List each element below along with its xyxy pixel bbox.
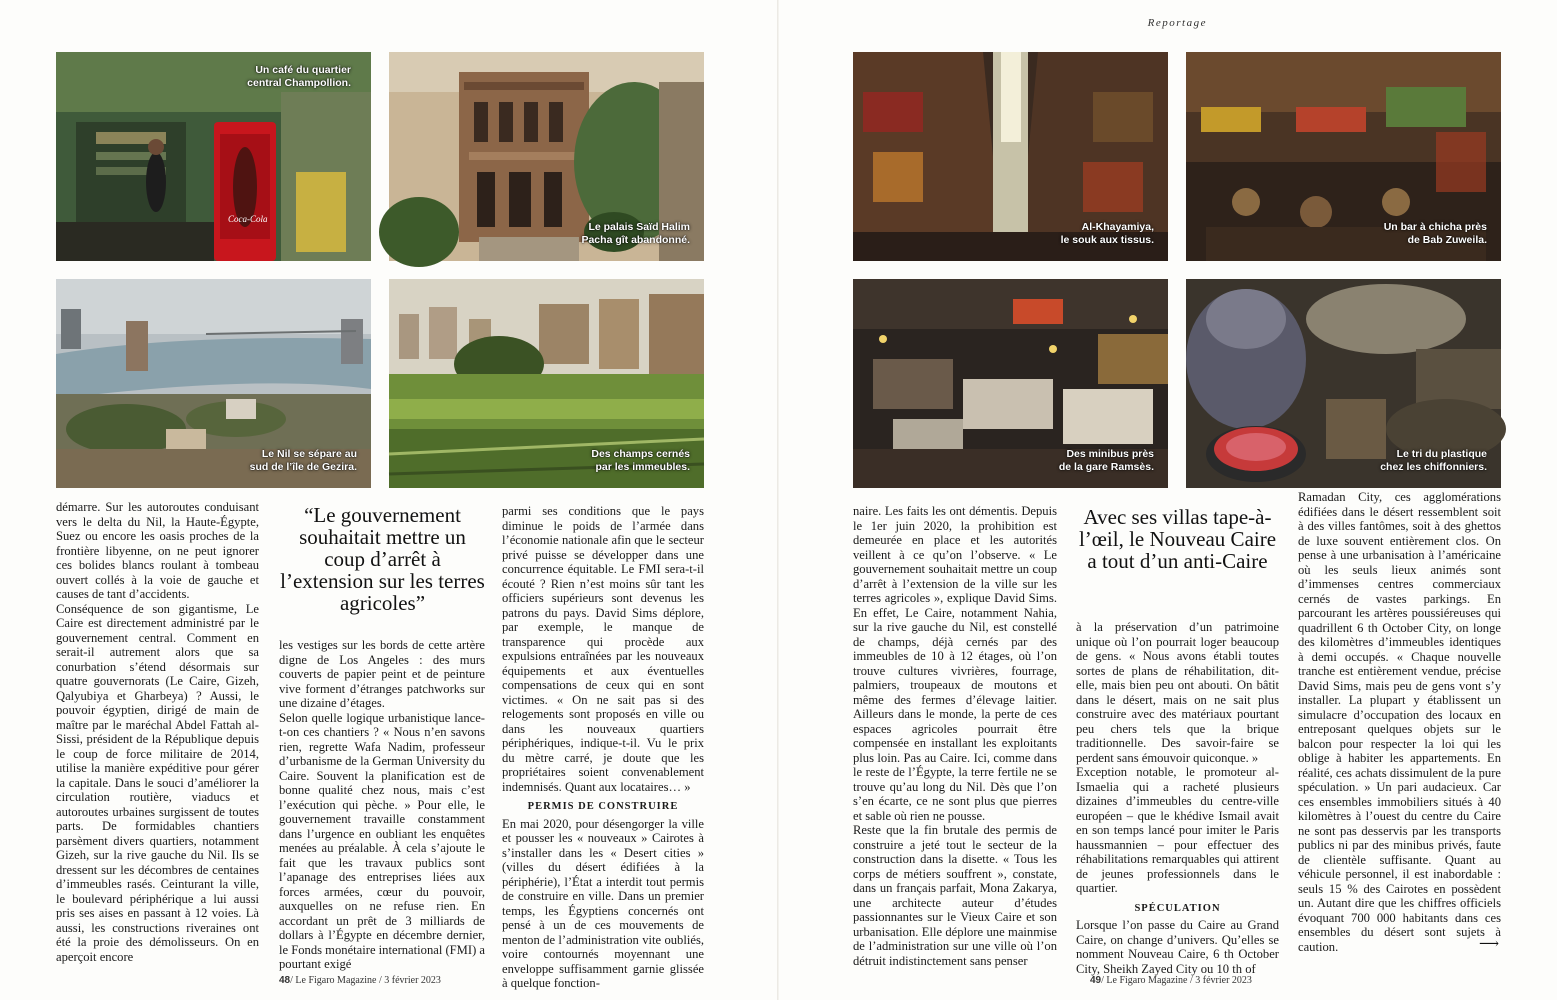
right-column-3 <box>1298 490 1501 954</box>
svg-text:Coca-Cola: Coca-Cola <box>228 214 268 224</box>
photo-caption: Des minibus près de la gare Ramsès. <box>1058 448 1154 473</box>
photo-caption: Un bar à chicha près de Bab Zuweila. <box>1383 221 1487 246</box>
footer-right <box>1090 975 1252 986</box>
photo-khayamiya <box>853 52 1168 261</box>
photo-caption: Le palais Saïd Halim Pacha gît abandonné. <box>581 221 690 246</box>
photo-champs <box>389 279 704 488</box>
footer-publication: / Le Figaro Magazine / 3 février 2023 <box>1101 975 1252 986</box>
left-column-1 <box>56 500 259 964</box>
subheading: SPÉCULATION <box>1134 902 1221 914</box>
photo-caption: Le Nil se sépare au sud de l’île de Gezira. <box>249 448 357 473</box>
photo-caption: Le tri du plastique chez les chiffonniers. <box>1380 448 1487 473</box>
photo-minibus-ramses <box>853 279 1168 488</box>
left-page <box>0 0 778 1000</box>
photo-bar-chicha <box>1186 52 1501 261</box>
photo-cafe-champollion <box>56 52 371 261</box>
photo-caption: Al-Khayamiya, le souk aux tissus. <box>1060 221 1154 246</box>
paragraph: Lorsque l’on passe du Caire au Grand Caire, on change d’univers. Qu’elles se nomment Nouveau Caire, 6 th October City, Sheikh Zayed City ou 10 th of <box>1076 918 1279 976</box>
pull-quote: Avec ses villas tape-à-l’œil, le Nouveau Caire a tout d’un anti-Caire <box>1078 505 1277 573</box>
paragraph: Reste que la fin brutale des permis de construire a jeté tout le secteur de la construction dans la disette. « Tous les corps de métiers souffrent », constate, dans un français parfait, Mona Zakarya, une architecte auteur d’études passionnantes sur le Vieux Caire et son urbanisation. Elle déplore une mainmise de l’administration sur une ville où l’on détruit indistinctement sans penser <box>853 823 1057 968</box>
continue-arrow-icon: ⟶ <box>1479 937 1500 952</box>
footer-publication: / Le Figaro Magazine / 3 février 2023 <box>290 975 441 986</box>
subheading: PERMIS DE CONSTRUIRE <box>527 801 679 812</box>
photo-caption: Un café du quartier central Champollion. <box>247 64 351 89</box>
photo-tri-plastique <box>1186 279 1501 488</box>
left-column-3 <box>502 504 704 990</box>
pull-quote: “Le gouvernement souhaitait mettre un coup d’arrêt à l’extension sur les terres agricoles” <box>280 503 485 615</box>
paragraph: démarre. Sur les autoroutes conduisant vers le delta du Nil, la Haute-Égypte, Suez ou encore les oasis proches de la frontière libyenne, on ne peut ignorer ces bolides blancs roulant à tombeau ouvert collés à la voie de gauche et causes de tant d’accidents. <box>56 500 259 601</box>
right-column-1 <box>853 504 1057 968</box>
page-number: 49 <box>1090 975 1102 986</box>
paragraph: En mai 2020, pour désengorger la ville et pousser les « nouveaux » Cairotes à s’installer dans les « Desert cities » (villes du désert édifiées à la périphérie), l’État a interdit tout permis de construire en ville. Dans un premier temps, les Égyptiens concernés ont pensé à un de ces mouvements de menton de l’administration vite oubliés, voire contournés moyennant une enveloppe suffisamment garnie glissée à quelque fonction- <box>502 816 704 990</box>
paragraph: les vestiges sur les bords de cette artère digne de Los Angeles : des murs couverts de papier peint et de peinture vive forment d’étranges patchworks sur une dizaine d’étages. <box>279 638 485 710</box>
paragraph: Conséquence de son gigantisme, Le Caire est directement administré par le gouvernement central. Comment en serait-il autrement alors que sa conurbation s’étend désormais sur quatre gouvernorats (Le Caire, Gizeh, Qalyubiya et Gharbeya) ? Aussi, le pouvoir égyptien, dirigé de main de maître par le maréchal Abdel Fattah al-Sissi, président de la République depuis le coup de force militaire de 2014, utilise la manière expéditive pour gérer la capitale. Dans le souci d’améliorer la circulation routière, viaducs et autoroutes urbaines surgissent de toutes parts. De formidables chantiers parsèment divers quartiers, notamment Gizeh, sur la rive gauche du Nil. Ils se dressent sur les décombres de centaines d’immeubles rasés. Ceinturant la ville, le boulevard périphérique a lui aussi pris ses aises en passant à 12 voies. Là aussi, les constructions riveraines ont été la proie des démolisseurs. On en aperçoit encore <box>56 601 259 964</box>
paragraph: Selon quelle logique urbanistique lance-t-on ces chantiers ? « Nous n’en savons rien, regrette Wafa Nadim, professeur d’urbanisme de la German University du Caire. Souvent la planification est de bonne qualité chez nous, mais c’est l’exécution qui pèche. » Pour elle, le gouvernement travaille constamment dans l’urgence en oubliant les enquêtes menées au préalable. À cela s’ajoute le fait que les travaux publics sont l’apanage des entreprises liées aux forces armées, cœur du pouvoir, auxquelles on ne refuse rien. En accordant un prêt de 3 milliards de dollars à l’Égypte en décembre dernier, le Fonds monétaire international (FMI) a pourtant exigé <box>279 710 485 971</box>
page-number: 48 <box>279 975 291 986</box>
paragraph: à la préservation d’un patrimoine unique où l’on pourrait loger beaucoup de gens. « Nous avons établi toutes sortes de plans de réhabilitation, dit-elle, mais bien peu ont abouti. On bâtit dans le désert, mais on ne sait plus construire avec des matériaux pourtant peu chers tels que la brique traditionnelle. Des savoir-faire se perdent sans émouvoir quiconque. » <box>1076 620 1279 765</box>
paragraph: Ramadan City, ces agglomérations édifiées dans le désert ressemblent soit à des villes fantômes, soit à des ghettos de luxe souvent entièrement clos. On pense à une urbanisation à l’américaine où les seuls lieux animés sont d’immenses centres commerciaux cernés de vastes parkings. En parcourant les artères poussiéreuses qui quadrillent 6 th October City, on longe des kilomètres d’immeubles identiques à demi occupés. « Chaque nouvelle tranche est entièrement vendue, précise David Sims, mais peu de gens vont s’y installer. La plupart y établissent un simulacre d’occupation des locaux en entreposant quelques objets sur le balcon pour respecter la loi qui les oblige à habiter les appartements. En réalité, ces achats dissimulent de la pure spéculation. » Un pari audacieux. Car ces ensembles immobiliers situés à 40 kilomètres à l’ouest du centre du Caire ne sont pas desservis par les transports publics ni par des minibus privés, faute de clientèle suffisante. Quant au véhicule personnel, il est inabordable : seuls 15 % des Cairotes en possèdent un. Autant dire que les chiffres officiels évoquant 700 000 habitants dans ces ensembles du désert sont sujets à caution. <box>1298 490 1501 954</box>
footer-left <box>279 975 441 986</box>
paragraph: parmi ses conditions que le pays diminue le poids de l’armée dans l’économie nationale afin que le secteur privé puisse se développer dans une concurrence équitable. Le FMI sera-t-il écouté ? Rien n’est moins sûr tant les officiers supérieurs sont devenus les patrons du pays. David Sims déplore, par exemple, le manque de transparence qui procède aux expulsions entraînées par les nouveaux équipements et aux éventuelles compensations de ceux qui en sont victimes. « On ne sait pas si des relogements sont proposés en ville ou dans les nouveaux quartiers périphériques, indique-t-il. Vu le prix du mètre carré, je doute que les propriétaires soient convenablement indemnisés. Quant aux locataires… » <box>502 504 704 794</box>
photo-caption: Des champs cernés par les immeubles. <box>591 448 690 473</box>
photo-nil-gezira <box>56 279 371 488</box>
right-column-2 <box>1076 620 1279 976</box>
paragraph: Exception notable, le promoteur al-Ismaelia qui a racheté plusieurs dizaines d’immeubles du centre-ville européen – que le khédive Ismail avait en son temps lancé pour imiter le Paris haussmannien – pour effectuer des réhabilitations remarquables qui attirent de jeunes professionnels dans le quartier. <box>1076 765 1279 895</box>
paragraph: naire. Les faits les ont démentis. Depuis le 1er juin 2020, la prohibition est demeurée en place et les autorités veillent à ce qu’on l’observe. « Le gouvernement souhaitait mettre un coup d’arrêt à l’extension de la ville sur les terres agricoles », explique David Sims. En effet, Le Caire, notamment Nahia, sur la rive gauche du Nil, est constellé de champs, déjà cernés par des immeubles de 10 à 12 étages, où l’on trouve cultures vivrières, fourrage, palmiers, troupeaux de moutons et même des fermes d’élevage laitier. Ailleurs dans le monde, la perte de ces espaces agricoles pourrait être compensée en installant les exploitants plus loin. Pas au Caire. Ici, comme dans le reste de l’Égypte, la terre fertile ne se trouve qu’au long du Nil. Dès que l’on s’en écarte, ce ne sont plus que pierres et sable où rien ne pousse. <box>853 504 1057 823</box>
section-label: Reportage <box>1147 17 1207 29</box>
right-page <box>779 0 1557 1000</box>
photo-palais-said-halim <box>389 52 704 261</box>
left-column-2 <box>279 638 485 971</box>
